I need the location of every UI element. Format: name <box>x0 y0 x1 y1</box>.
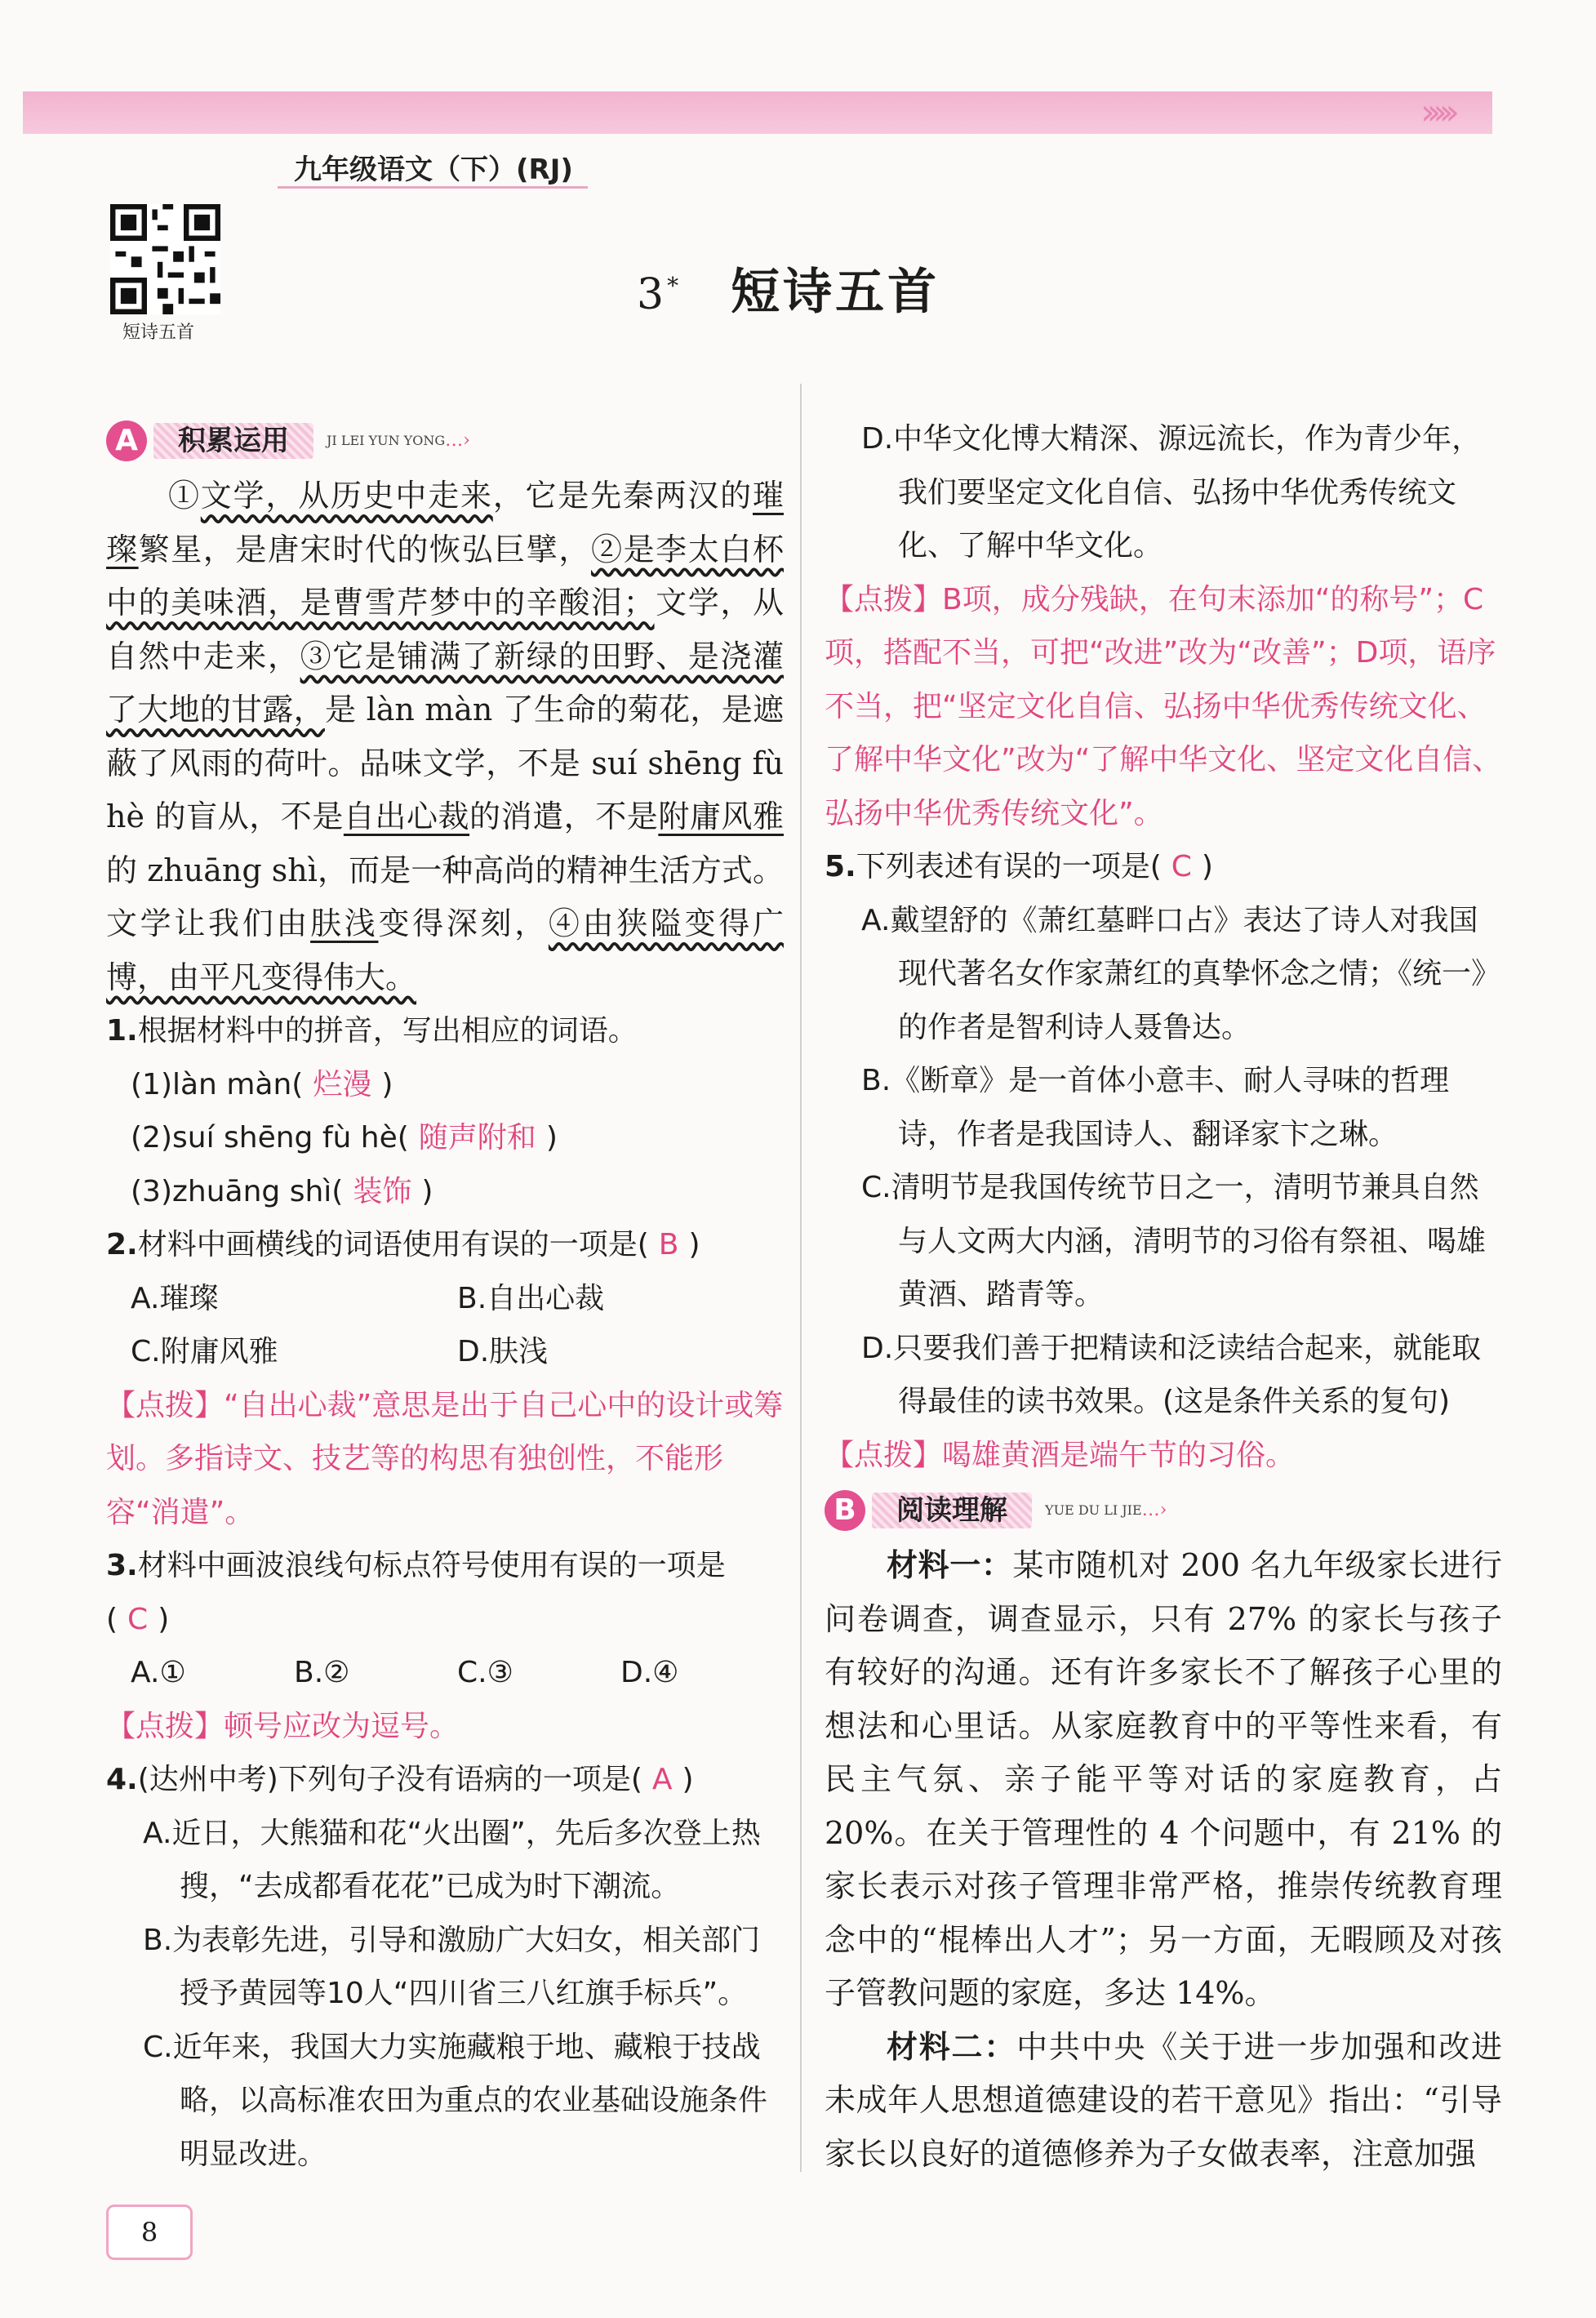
lesson-title <box>637 253 940 323</box>
page-number: 8 <box>106 2205 193 2260</box>
qr-caption: 短诗五首 <box>122 323 195 343</box>
arrow-icon: …› <box>1141 1500 1167 1521</box>
section-a-header <box>106 412 784 469</box>
section-b-pinyin: YUE DU LI JIE <box>1045 1502 1142 1519</box>
question-5: 5.下列表述有误的一项是( C ) A.戴望舒的《萧红墓畔口占》表达了诗人对我国现代著名女作家萧红的真挚怀念之情；《统一》的作者是智利诗人聂鲁达。 B.《断章》是一首体小意丰、耐人寻味的哲理诗，作者是我国诗人、翻译家卞之琳。 C.清明节是我国传统节日之一，清明节兼具自然与人文两大内涵，清明节的习俗有祭祖、喝雄黄酒、踏青等。 D.只要我们善于把精读和泛读结合起来，就能取得最佳的读书效果。(这是条件关系的复句) 【点拨】喝雄黄酒是端午节的习俗。 <box>825 840 1502 1482</box>
section-b-badge: B <box>825 1490 865 1531</box>
section-b-header <box>825 1482 1502 1539</box>
section-a-badge: A <box>106 420 147 461</box>
header-band <box>23 91 1492 134</box>
lesson-number: 3* <box>637 270 682 319</box>
section-a-pinyin: JI LEI YUN YONG <box>327 433 446 449</box>
section-a-title: 积累运用 <box>153 423 313 459</box>
header-arrows-icon: ››››› <box>1420 91 1452 133</box>
qr-code-icon[interactable] <box>110 204 220 314</box>
q2-tip: 【点拨】“自出心裁”意思是出于自己心中的设计或筹划。多指诗文、技艺等的构思有独创性，不能形容“消遣”。 <box>106 1388 784 1529</box>
left-column <box>106 412 784 2181</box>
grade-underline <box>278 186 588 189</box>
question-4: 4.(达州中考)下列句子没有语病的一项是( A ) A.近日，大熊猫和花“火出圈”，先后多次登上热搜，“去成都看花花”已成为时下潮流。 B.为表彰先进，引导和激励广大妇女，相关部门授予黄园等10人“四川省三八红旗手标兵”。 C.近年来，我国大力实施藏粮于地、藏粮于技战略，以高标准农田为重点的农业基础设施条件明显改进。 <box>106 1763 768 2171</box>
column-divider <box>800 384 802 2172</box>
q1-item-2: (2)suí shēng fù hè( 随声附和 ) <box>131 1121 558 1155</box>
grade-label: 九年级语文（下）(RJ) <box>294 153 573 186</box>
reading-passage: ①文学，从历史中走来，它是先秦两汉的璀璨繁星，是唐宋时代的恢弘巨擘，②是李太白杯中的美味酒，是曹雪芹梦中的辛酸泪；文学，从自然中走来，③它是铺满了新绿的田野、是浇灌了大地的甘露，是 làn màn 了生命的菊花，是遮蔽了风雨的荷叶。品味文学，不是 suí shēng fù hè 的盲从，不是自出心裁的消遣，不是附庸风雅的 zhuāng shì，而是一种高尚的精神生活方式。文学让我们由肤浅变得深刻，④由狭隘变得广博，由平凡变得伟大。 <box>106 478 784 995</box>
question-2: 2.材料中画横线的词语使用有误的一项是( B ) A.璀璨 B.自出心裁 C.附庸风雅 D.肤浅 【点拨】“自出心裁”意思是出于自己心中的设计或筹划。多指诗文、技艺等的构思有独创性，不能形容“消遣”。 <box>106 1218 784 1539</box>
question-3: 3.材料中画波浪线句标点符号使用有误的一项是( C ) A.① B.② C.③ D.④ 【点拨】顿号应改为逗号。 <box>106 1539 784 1753</box>
right-column <box>825 412 1502 2181</box>
question-1: 1.根据材料中的拼音，写出相应的词语。 (1)làn màn( 烂漫 ) (2)suí shēng fù hè( 随声附和 ) (3)zhuāng shì( 装饰 ) <box>106 1004 784 1218</box>
q5-tip: 【点拨】喝雄黄酒是端午节的习俗。 <box>825 1438 1296 1472</box>
section-b-title: 阅读理解 <box>872 1493 1032 1528</box>
q3-tip: 【点拨】顿号应改为逗号。 <box>106 1709 460 1743</box>
question-4-continued: D.中华文化博大精深、源远流长，作为青少年，我们要坚定文化自信、弘扬中华优秀传统文化、了解中华文化。 【点拨】B项，成分残缺，在句末添加“的称号”；C项，搭配不当，可把“改进”改为“改善”；D项，语序不当，把“坚定文化自信、弘扬中华优秀传统文化、了解中华文化”改为“了解中华文化、坚定文化自信、弘扬中华优秀传统文化”。 <box>825 412 1502 840</box>
material-2: 材料二：中共中央《关于进一步加强和改进未成年人思想道德建设的若干意见》指出：“引导家长以良好的道德修养为子女做表率，注意加强 <box>825 2028 1502 2172</box>
q1-item-3: (3)zhuāng shì( 装饰 ) <box>131 1174 433 1208</box>
q1-item-1: (1)làn màn( 烂漫 ) <box>131 1067 393 1101</box>
material-1: 材料一：某市随机对 200 名九年级家长进行问卷调查，调查显示，只有 27% 的家长与孩子有较好的沟通。还有许多家长不了解孩子心里的想法和心里话。从家庭教育中的平等性来看，有民主气氛、亲子能平等对话的家庭教育，占 20%。在关于管理性的 4 个问题中，有 21% 的家长表示对孩子管理非常严格，推崇传统教育理念中的“棍棒出人才”；另一方面，无暇顾及对孩子管教问题的家庭，多达 14%。 <box>825 1547 1502 2011</box>
lesson-name: 短诗五首 <box>731 264 940 321</box>
q4-tip: 【点拨】B项，成分残缺，在句末添加“的称号”；C项，搭配不当，可把“改进”改为“改善”；D项，语序不当，把“坚定文化自信、弘扬中华优秀传统文化、了解中华文化”改为“了解中华文化、坚定文化自信、弘扬中华优秀传统文化”。 <box>825 582 1502 830</box>
arrow-icon: …› <box>445 430 470 452</box>
